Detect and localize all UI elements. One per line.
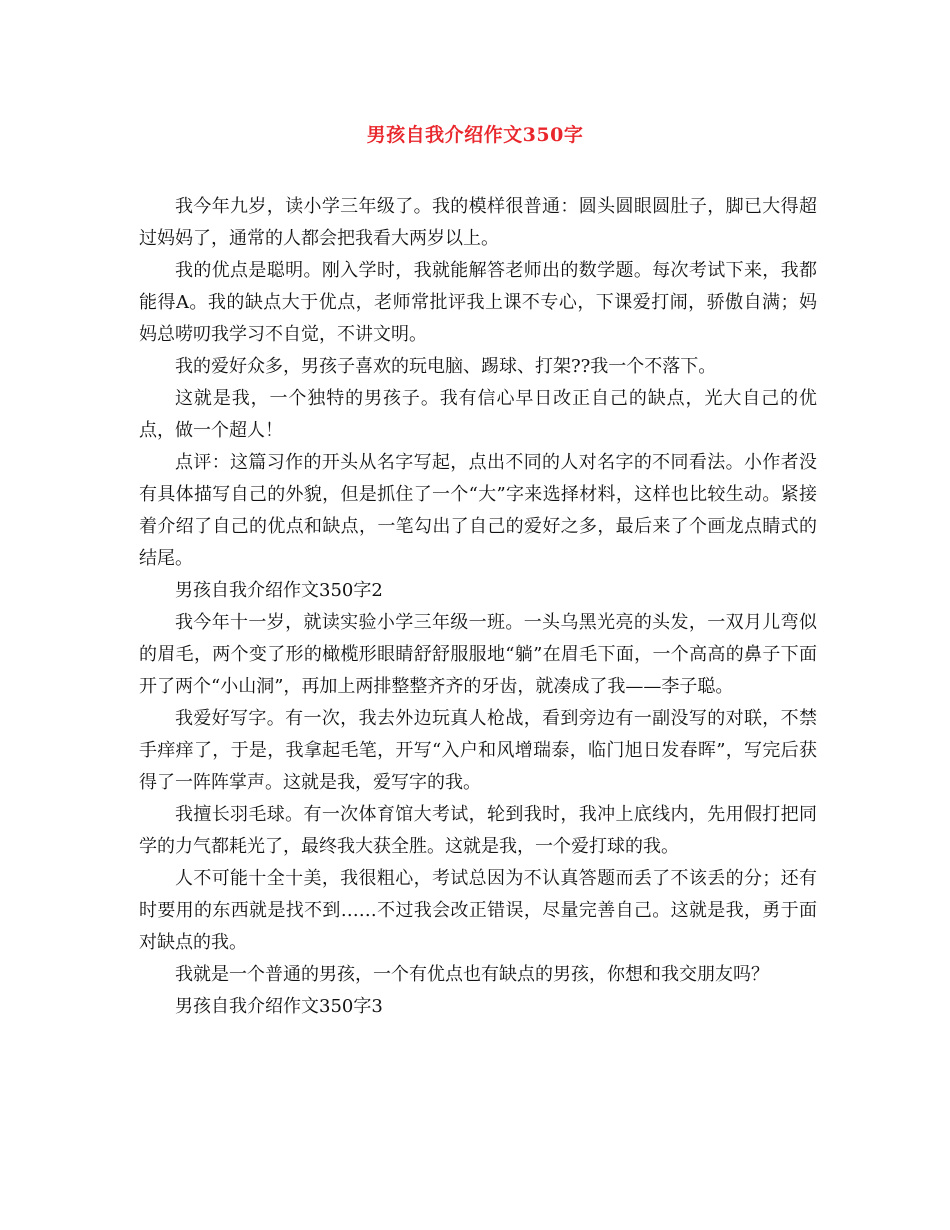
paragraph: 我的爱好众多，男孩子喜欢的玩电脑、踢球、打架??我一个不落下。 (175, 356, 717, 377)
paragraph: 我今年九岁，读小学三年级了。我的模样很普通：圆头圆眼圆肚子，脚已大得超过妈妈了，通常的人都会把我看大两岁以上。 (139, 196, 817, 249)
document-body (139, 191, 817, 1023)
paragraph: 这就是我，一个独特的男孩子。我有信心早日改正自己的缺点，光大自己的优点，做一个超人！ (139, 388, 817, 441)
paragraph: 我擅长羽毛球。有一次体育馆大考试，轮到我时，我冲上底线内，先用假打把同学的力气都耗光了，最终我大获全胜。这就是我，一个爱打球的我。 (139, 804, 817, 857)
paragraph: 我爱好写字。有一次，我去外边玩真人枪战，看到旁边有一副没写的对联，不禁手痒痒了，于是，我拿起毛笔，开写“入户和风增瑞泰，临门旭日发春晖”，写完后获得了一阵阵掌声。这就是我，爱写字的我。 (139, 708, 817, 793)
paragraph: 我就是一个普通的男孩，一个有优点也有缺点的男孩，你想和我交朋友吗？ (175, 964, 769, 985)
paragraph: 我的优点是聪明。刚入学时，我就能解答老师出的数学题。每次考试下来，我都能得A。我的缺点大于优点，老师常批评我上课不专心，下课爱打闹，骄傲自满；妈妈总唠叨我学习不自觉，不讲文明。 (139, 260, 817, 345)
document-title: 男孩自我介绍作文350字 (366, 124, 584, 146)
paragraph: 人不可能十全十美，我很粗心，考试总因为不认真答题而丢了不该丢的分；还有时要用的东西就是找不到……不过我会改正错误，尽量完善自己。这就是我，勇于面对缺点的我。 (139, 868, 817, 953)
section-heading: 男孩自我介绍作文350字3 (175, 996, 383, 1017)
paragraph-review: 点评：这篇习作的开头从名字写起，点出不同的人对名字的不同看法。小作者没有具体描写自己的外貌，但是抓住了一个“大”字来选择材料，这样也比较生动。紧接着介绍了自己的优点和缺点，一笔勾出了自己的爱好之多，最后来了个画龙点睛式的结尾。 (139, 452, 817, 569)
paragraph: 我今年十一岁，就读实验小学三年级一班。一头乌黑光亮的头发，一双月儿弯似的眉毛，两个变了形的橄榄形眼睛舒舒服服地“躺”在眉毛下面，一个高高的鼻子下面开了两个“小山洞”，再加上两排整整齐齐的牙齿，就凑成了我——李子聪。 (139, 612, 817, 697)
section-heading: 男孩自我介绍作文350字2 (175, 580, 383, 601)
